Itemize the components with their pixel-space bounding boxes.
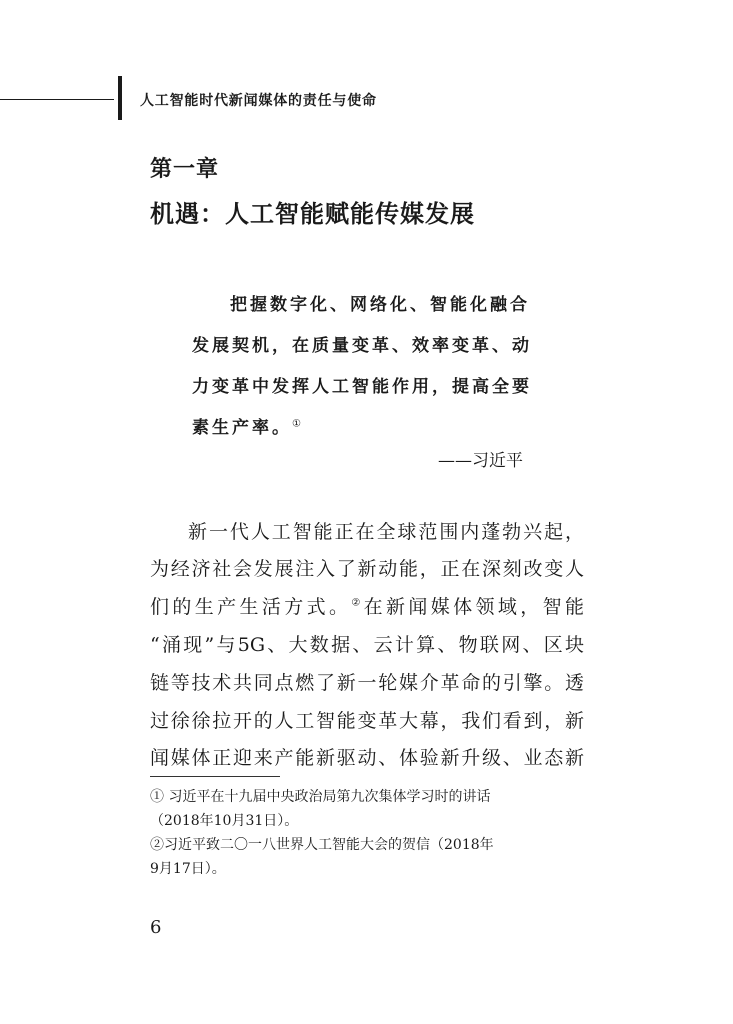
- page-number: 6: [150, 917, 162, 938]
- footnote-line: 9月17日）。: [150, 861, 226, 877]
- footnote-ref-2: ②: [351, 597, 364, 609]
- epigraph-line: [192, 413, 304, 438]
- body-line: [150, 592, 584, 619]
- footnote-rule: [150, 776, 280, 777]
- footnote-line: ① 习近平在十九届中央政治局第九次集体学习时的讲话: [150, 789, 491, 805]
- body-line-text: 们的生产生活方式。: [150, 596, 352, 618]
- chapter-number: 第一章: [150, 156, 220, 182]
- header-rule: [0, 99, 114, 100]
- body-line: 新一代人工智能正在全球范围内蓬勃兴起，: [188, 521, 584, 543]
- body-line: 为经济社会发展注入了新动能，正在深刻改变人: [150, 558, 584, 580]
- body-line: 过徐徐拉开的人工智能变革大幕，我们看到，新: [150, 710, 584, 732]
- footnote-line: ②习近平致二〇一八世界人工智能大会的贺信（2018年: [150, 837, 494, 853]
- footnote-ref-1: ①: [292, 418, 304, 430]
- header-bar: [118, 76, 122, 120]
- epigraph-line: 把握数字化、网络化、智能化融合: [230, 295, 530, 315]
- body-line: 链等技术共同点燃了新一轮媒介革命的引擎。透: [150, 672, 584, 694]
- epigraph-line-text: 素生产率。: [192, 418, 292, 438]
- epigraph-line: 力变革中发挥人工智能作用，提高全要: [192, 377, 532, 397]
- footnote-line: （2018年10月31日）。: [150, 813, 299, 829]
- epigraph-line: 发展契机，在质量变革、效率变革、动: [192, 336, 532, 356]
- body-line: 闻媒体正迎来产能新驱动、体验新升级、业态新: [150, 747, 584, 769]
- chapter-title: 机遇：人工智能赋能传媒发展: [150, 199, 475, 228]
- epigraph-attribution: ——习近平: [438, 451, 523, 471]
- body-line-text: 在新闻媒体领域，智能: [363, 596, 584, 618]
- body-line: “涌现”与5G、大数据、云计算、物联网、区块: [150, 634, 584, 656]
- running-header: 人工智能时代新闻媒体的责任与使命: [140, 93, 377, 109]
